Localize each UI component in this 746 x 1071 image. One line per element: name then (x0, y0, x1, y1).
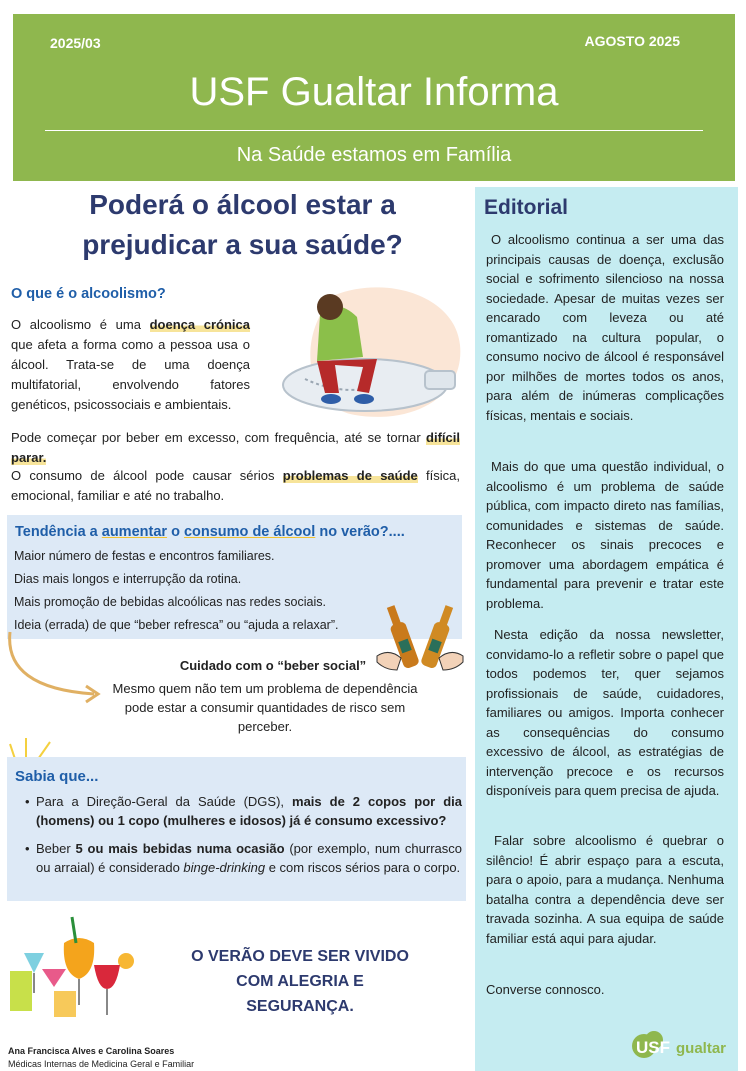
editorial-paragraph: O alcoolismo continua a ser uma das principais causas de doença, exclusão social e sofrimento silencioso na nossa sociedade. Apesar de muitas vezes ser encarado com leveza ou até romantizado na cultura popular, o consumo nocivo de álcool é responsável por milhões de mortes todos os anos, para além de inúmeras complicações físicas, mentais e sociais. (486, 232, 724, 423)
caution-text: Mesmo quem não tem um problema de dependência pode estar a consumir quantidades de risco sem perceber. (112, 681, 418, 734)
article-headline (20, 185, 465, 265)
usf-gualtar-logo (630, 1028, 734, 1064)
header-divider (45, 130, 703, 131)
newsletter-header (13, 14, 735, 181)
newsletter-subtitle: Na Saúde estamos em Família (236, 144, 512, 166)
editorial-paragraph: Nesta edição da nossa newsletter, convidamo-lo a refletir sobre o papel que todos podemos ter, quer sejamos profissionais de saúde, cuidadores, familiares ou amigos. Importa conhecer as consequências do consumo excessivo de álcool, as estratégias de intervenção precoce e os recursos disponíveis para quem precisa de ajuda. (486, 627, 724, 798)
author-role: Médicas Internas de Medicina Geral e Familiar (8, 1059, 195, 1069)
editorial-paragraph: Falar sobre alcoolismo é quebrar o silêncio! É abrir espaço para a escuta, para o apoio, para a mudança. Nenhuma batalha contra a dependência deve ser travada sozinha. A sua equipa de saúde familiar está aqui para ajudar. (486, 833, 724, 946)
did-you-know-item: • Para a Direção-Geral da Saúde (DGS), mais de 2 copos por dia (homens) ou 1 copo (mulheres e idosos) já é consumo excessivo? (25, 792, 462, 830)
did-you-know-item: • Beber 5 ou mais bebidas numa ocasião (por exemplo, num churrasco ou arraial) é considerado binge-drinking e com riscos sérios para o corpo. (25, 839, 462, 877)
cocktails-illustration (4, 913, 139, 1023)
editorial-closing: Converse connosco. (486, 982, 605, 997)
paragraph-definition: O alcoolismo é uma doença crónica que afeta a forma como a pessoa usa o álcool. Trata-se de uma doença multifatorial, envolvendo fatores genéticos, psicossociais e ambientais. (11, 317, 250, 412)
logo-text-gualtar: gualtar (676, 1040, 727, 1057)
did-you-know-heading: Sabia que... (15, 768, 99, 785)
trend-heading: Tendência a aumentar o consumo de álcool no verão?.... (15, 524, 405, 540)
caution-heading: Cuidado com o “beber social” (179, 658, 367, 673)
trend-item: Maior número de festas e encontros familiares. (14, 549, 275, 563)
man-on-bottle-illustration (265, 275, 465, 425)
editorial-column (475, 187, 738, 1071)
headline-line-1: Poderá o álcool estar a (89, 189, 396, 220)
headline-line-2: prejudicar a sua saúde? (82, 229, 403, 260)
section-heading-alcoholism: O que é o alcoolismo? (11, 286, 166, 302)
author-names: Ana Francisca Alves e Carolina Soares (8, 1046, 175, 1056)
trend-item: Ideia (errada) de que “beber refresca” ou “ajuda a relaxar”. (14, 618, 339, 632)
newsletter-title: USF Gualtar Informa (189, 70, 559, 114)
summer-message: O VERÃO DEVE SER VIVIDO COM ALEGRIA E SEGURANÇA. (191, 948, 409, 1015)
paragraph-progression: Pode começar por beber em excesso, com frequência, até se tornar difícil parar. (11, 430, 460, 465)
curved-arrow-icon (2, 628, 107, 706)
trend-item: Mais promoção de bebidas alcoólicas nas redes sociais. (14, 595, 326, 609)
highlight-hard-to-stop: difícil parar. (11, 430, 460, 465)
did-you-know-box (7, 757, 466, 901)
paragraph-health-problems: O consumo de álcool pode causar sérios problemas de saúde física, emocional, familiar e até no trabalho. (11, 468, 460, 503)
issue-number: 2025/03 (50, 35, 101, 51)
trend-item: Dias mais longos e interrupção da rotina. (14, 572, 242, 586)
logo-text-usf: USF (636, 1038, 670, 1057)
editorial-heading: Editorial (484, 196, 569, 219)
highlight-chronic-disease: doença crónica (149, 317, 250, 332)
editorial-paragraph: Mais do que uma questão individual, o alcoolismo é um problema de saúde pública, com impacto direto nas famílias, comunidades e sistemas de saúde. Reconhecer os sinais precoces e promover uma abordagem empática é fundamental para prevenir e tratar este problema. (486, 459, 724, 611)
highlight-health-problems: problemas de saúde (282, 468, 418, 483)
issue-date: AGOSTO 2025 (584, 33, 680, 49)
